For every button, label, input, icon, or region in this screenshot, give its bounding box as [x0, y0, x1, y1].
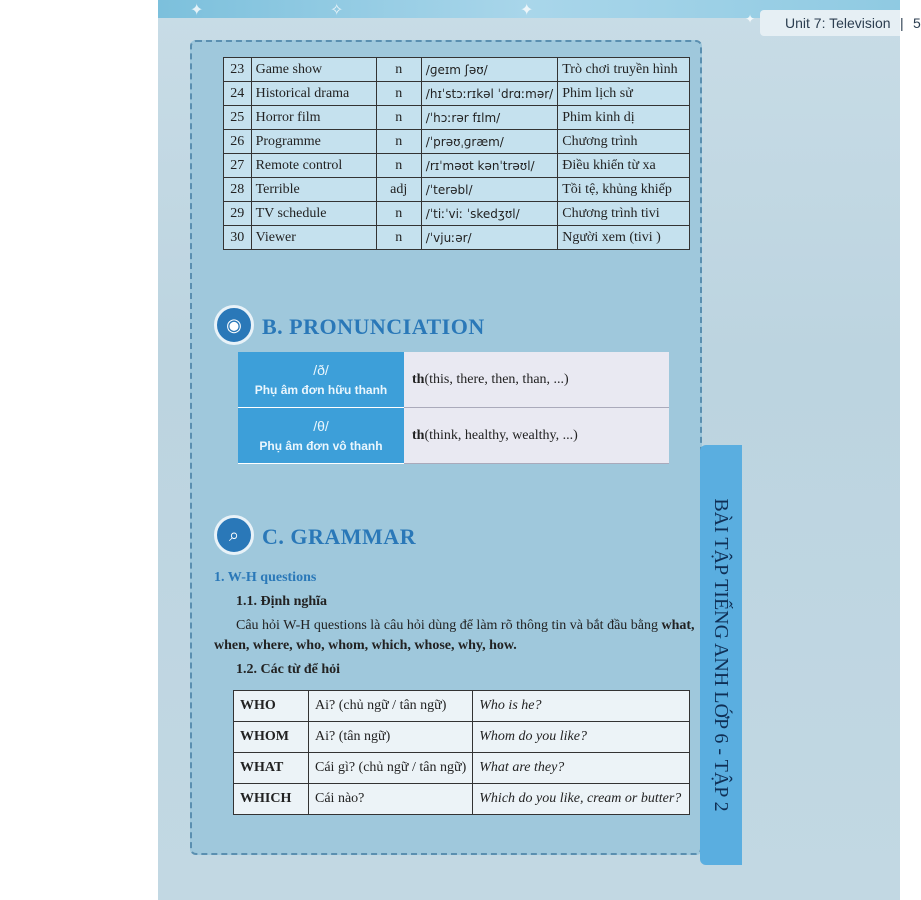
phoneme-symbol: /ð/ — [313, 361, 329, 378]
vocab-word: Remote control — [251, 154, 376, 178]
side-tab-label: BÀI TẬP TIẾNG ANH LỚP 6 - TẬP 2 — [710, 498, 733, 812]
question-meaning: Cái gì? (chủ ngữ / tân ngữ) — [309, 753, 473, 784]
speaker-icon: ◉ — [214, 305, 254, 345]
pronunciation-label — [238, 408, 404, 464]
unit-title: Unit 7: Television — [785, 15, 891, 31]
ipa-transcription: /ˈprəʊˌɡræm/ — [421, 130, 557, 154]
unit-header — [770, 12, 921, 36]
vocabulary-row — [224, 202, 690, 226]
vietnamese-meaning: Điều khiển từ xa — [558, 154, 690, 178]
question-word: WHAT — [234, 753, 309, 784]
part-of-speech: n — [376, 106, 421, 130]
vocab-word: Viewer — [251, 226, 376, 250]
ipa-transcription: /ɡeɪm ʃəʊ/ — [421, 58, 557, 82]
vocabulary-row — [224, 58, 690, 82]
pronunciation-label — [238, 352, 404, 408]
definition-text: Câu hỏi W-H questions là câu hỏi dùng để làm rõ thông tin và bắt đầu bằng — [236, 618, 662, 633]
vocab-word: Terrible — [251, 178, 376, 202]
question-word: WHO — [234, 691, 309, 722]
question-meaning: Ai? (chủ ngữ / tân ngữ) — [309, 691, 473, 722]
question-meaning: Cái nào? — [309, 784, 473, 815]
pronunciation-title: B. PRONUNCIATION — [262, 314, 485, 339]
spelling-bold: th — [412, 371, 425, 387]
vocabulary-table — [223, 57, 690, 250]
star-icon: ✦ — [520, 2, 534, 19]
question-row — [234, 784, 690, 815]
phoneme-description: Phụ âm đơn hữu thanh — [254, 382, 388, 397]
vocabulary-row — [224, 154, 690, 178]
row-number: 24 — [224, 82, 252, 106]
page-number: 5 — [913, 15, 921, 31]
part-of-speech: n — [376, 226, 421, 250]
definition-line-1 — [236, 618, 695, 634]
question-row — [234, 722, 690, 753]
row-number: 28 — [224, 178, 252, 202]
vocab-word: Programme — [251, 130, 376, 154]
question-example: What are they? — [473, 753, 690, 784]
question-word: WHOM — [234, 722, 309, 753]
row-number: 25 — [224, 106, 252, 130]
ipa-transcription: /ˈtiːˈviː ˈskedʒʊl/ — [421, 202, 557, 226]
question-example: Whom do you like? — [473, 722, 690, 753]
spelling-bold: th — [412, 427, 425, 443]
vietnamese-meaning: Phim kinh dị — [558, 106, 690, 130]
pronunciation-row — [238, 408, 669, 464]
question-words-subheading: 1.2. Các từ để hỏi — [236, 662, 341, 677]
phoneme-symbol: /θ/ — [313, 417, 329, 434]
row-number: 30 — [224, 226, 252, 250]
part-of-speech: n — [376, 202, 421, 226]
example-words: (think, healthy, wealthy, ...) — [424, 427, 578, 443]
vietnamese-meaning: Tồi tệ, khủng khiếp — [558, 178, 690, 202]
sparkle-icon: ✦ — [190, 2, 204, 19]
row-number: 29 — [224, 202, 252, 226]
row-number: 26 — [224, 130, 252, 154]
pronunciation-table — [238, 352, 669, 465]
vocabulary-row — [224, 226, 690, 250]
definition-subheading: 1.1. Định nghĩa — [236, 594, 328, 609]
vocabulary-row — [224, 178, 690, 202]
pronunciation-examples — [404, 408, 669, 464]
part-of-speech: n — [376, 130, 421, 154]
question-meaning: Ai? (tân ngữ) — [309, 722, 473, 753]
question-row — [234, 691, 690, 722]
magnifier-icon: ⌕ — [214, 515, 254, 555]
star-icon: ✧ — [330, 2, 344, 19]
vocabulary-row — [224, 82, 690, 106]
question-example: Which do you like, cream or butter? — [473, 784, 690, 815]
part-of-speech: n — [376, 154, 421, 178]
vocabulary-row — [224, 106, 690, 130]
ipa-transcription: /ˈhɔːrər fɪlm/ — [421, 106, 557, 130]
question-word: WHICH — [234, 784, 309, 815]
example-words: (this, there, then, than, ...) — [424, 371, 569, 387]
question-row — [234, 753, 690, 784]
pronunciation-examples — [404, 352, 669, 408]
vocab-word: Horror film — [251, 106, 376, 130]
vietnamese-meaning: Chương trình — [558, 130, 690, 154]
definition-keyword: what, — [661, 618, 695, 633]
star-icon: ✦ — [745, 12, 756, 26]
header-separator: | — [900, 15, 904, 31]
phoneme-description: Phụ âm đơn vô thanh — [259, 438, 383, 453]
ipa-transcription: /ˈvjuːər/ — [421, 226, 557, 250]
vocabulary-row — [224, 130, 690, 154]
vietnamese-meaning: Phim lịch sử — [558, 82, 690, 106]
vocab-word: Historical drama — [251, 82, 376, 106]
ipa-transcription: /rɪˈməʊt kənˈtrəʊl/ — [421, 154, 557, 178]
grammar-title: C. GRAMMAR — [262, 524, 417, 549]
vietnamese-meaning: Chương trình tivi — [558, 202, 690, 226]
pronunciation-row — [238, 352, 669, 408]
question-words-table — [233, 690, 690, 815]
ipa-transcription: /ˈterəbl/ — [421, 178, 557, 202]
definition-line-2: when, where, who, whom, which, whose, why, how. — [214, 638, 517, 653]
part-of-speech: n — [376, 58, 421, 82]
vietnamese-meaning: Người xem (tivi ) — [558, 226, 690, 250]
grammar-heading: 1. W-H questions — [214, 570, 317, 585]
vietnamese-meaning: Trò chơi truyền hình — [558, 58, 690, 82]
vocab-word: TV schedule — [251, 202, 376, 226]
part-of-speech: n — [376, 82, 421, 106]
vocab-word: Game show — [251, 58, 376, 82]
row-number: 27 — [224, 154, 252, 178]
question-example: Who is he? — [473, 691, 690, 722]
row-number: 23 — [224, 58, 252, 82]
part-of-speech: adj — [376, 178, 421, 202]
ipa-transcription: /hɪˈstɔːrɪkəl ˈdrɑːmər/ — [421, 82, 557, 106]
